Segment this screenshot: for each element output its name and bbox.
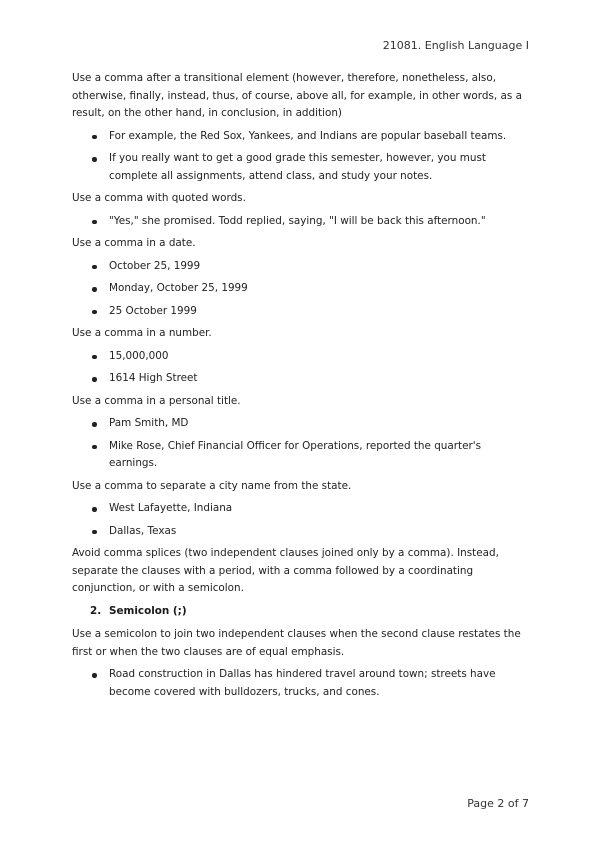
- bullet-icon: [92, 445, 97, 450]
- list-item-text: Dallas, Texas: [109, 524, 177, 537]
- list-item-text: 1614 High Street: [109, 372, 198, 384]
- section-heading: [72, 603, 528, 621]
- list-item-text: For example, the Red Sox, Yankees, and Indians are popular baseball teams.: [109, 129, 507, 142]
- paragraph: Use a comma with quoted words.: [72, 192, 246, 204]
- list-item: [72, 500, 528, 518]
- bullet-icon: [92, 220, 97, 225]
- bullet-list: [72, 415, 528, 473]
- list-item-text: "Yes," she promised. Todd replied, saying, "I will be back this afternoon.": [109, 214, 486, 227]
- list-item: [72, 523, 528, 541]
- bullet-icon: [92, 530, 97, 535]
- bullet-icon: [92, 422, 97, 427]
- paragraph: Use a comma after a transitional element (however, therefore, nonetheless, also, otherwise, finally, instead, thus, of course, above all, for example, in other words, as a result, on the other hand, in conclusion, in addition): [72, 72, 522, 119]
- bullet-list: [72, 666, 528, 701]
- paragraph: Use a comma in a date.: [72, 237, 196, 249]
- bullet-list: [72, 258, 528, 321]
- bullet-icon: [92, 265, 97, 270]
- bullet-icon: [92, 673, 97, 678]
- bullet-icon: [92, 507, 97, 512]
- paragraph: Use a comma to separate a city name from the state.: [72, 479, 352, 492]
- bullet-list: [72, 128, 528, 186]
- paragraph: Use a comma in a personal title.: [72, 394, 241, 407]
- section-title: Semicolon (;): [109, 604, 187, 617]
- list-item-text: West Lafayette, Indiana: [109, 502, 233, 514]
- bullet-list: [72, 500, 528, 540]
- list-item-text: 15,000,000: [109, 349, 169, 362]
- list-item: [72, 348, 528, 366]
- list-item: [72, 370, 528, 388]
- list-item: [72, 303, 528, 321]
- paragraph: Use a comma in a number.: [72, 327, 212, 339]
- list-item-text: October 25, 1999: [109, 259, 201, 272]
- list-item-text: Pam Smith, MD: [109, 417, 189, 429]
- bullet-icon: [92, 287, 97, 292]
- list-item: [72, 150, 528, 185]
- page-content: [72, 70, 528, 706]
- bullet-icon: [92, 157, 97, 162]
- bullet-list: [72, 348, 528, 388]
- list-item-text: 25 October 1999: [109, 304, 197, 317]
- paragraph: Use a semicolon to join two independent clauses when the second clause restates the first or when the two clauses are of equal emphasis.: [72, 628, 521, 658]
- list-item: [72, 438, 528, 473]
- paragraph: Avoid comma splices (two independent clauses joined only by a comma). Instead, separate the clauses with a period, with a comma followed by a coordinating conjunction, or with a semicolon.: [72, 547, 499, 594]
- bullet-icon: [92, 135, 97, 140]
- bullet-icon: [92, 355, 97, 360]
- list-item-text: Monday, October 25, 1999: [109, 282, 248, 294]
- page-header: 21081. English Language I: [382, 39, 529, 52]
- page-footer: Page 2 of 7: [467, 797, 529, 810]
- list-item: [72, 128, 528, 146]
- bullet-list: [72, 213, 528, 231]
- bullet-icon: [92, 310, 97, 315]
- bullet-icon: [92, 377, 97, 382]
- list-item: [72, 280, 528, 298]
- section-number: 2.: [90, 604, 102, 617]
- list-item: [72, 415, 528, 433]
- list-item-text: Mike Rose, Chief Financial Officer for Operations, reported the quarter's earnings.: [109, 439, 482, 469]
- list-item-text: If you really want to get a good grade this semester, however, you must complete all assignments, attend class, and study your notes.: [109, 152, 486, 182]
- list-item: [72, 258, 528, 276]
- list-item-text: Road construction in Dallas has hindered travel around town; streets have become covered with bulldozers, trucks, and cones.: [109, 668, 496, 698]
- list-item: [72, 213, 528, 231]
- list-item: [72, 666, 528, 701]
